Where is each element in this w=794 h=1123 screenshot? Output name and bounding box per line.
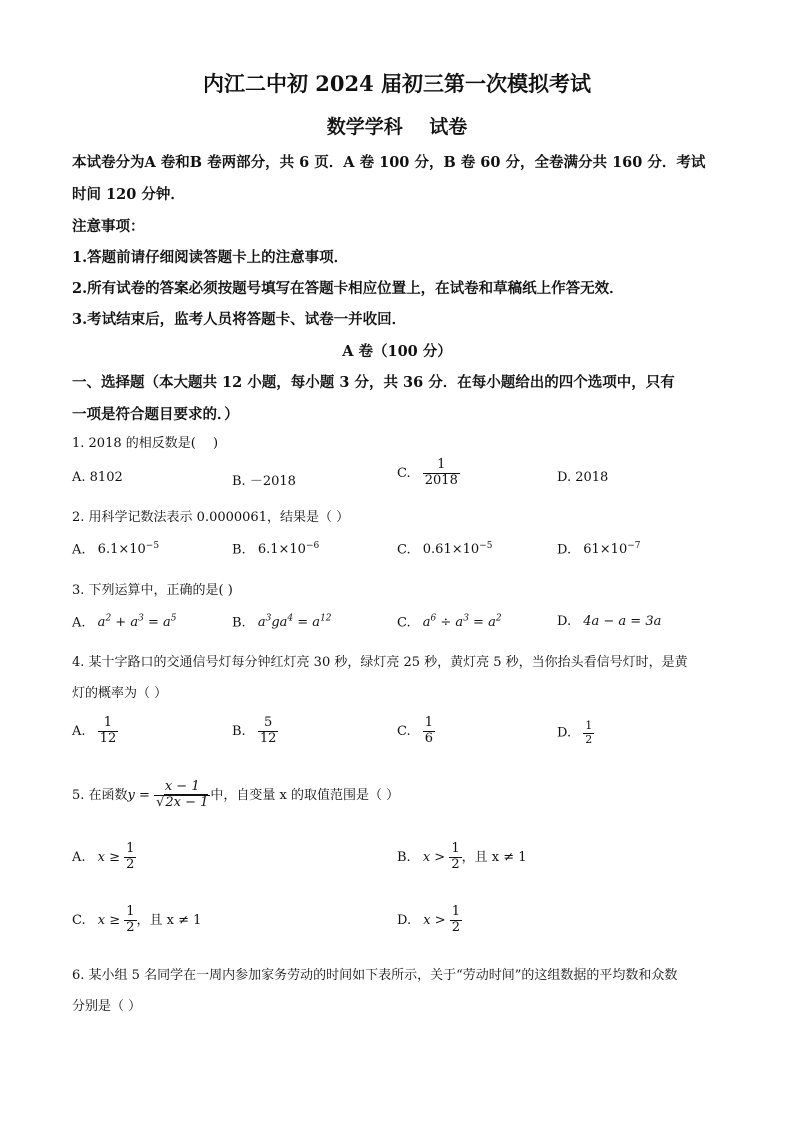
function-fraction: [154, 780, 210, 811]
denominator: 12: [99, 730, 117, 746]
stem-suffix: 中，自变量 x 的取值范围是（ ）: [210, 787, 400, 803]
option-label: B.: [232, 723, 246, 739]
option-label: D.: [397, 912, 412, 928]
option-label: C.: [397, 542, 411, 558]
question-4-option-a: [72, 716, 118, 747]
denominator: 2: [126, 919, 135, 935]
numerator: 1: [424, 715, 434, 730]
option-label: D.: [557, 614, 572, 629]
relation: x >: [422, 849, 446, 865]
function-name: y =: [127, 787, 150, 803]
fraction: [124, 905, 136, 936]
stem-prefix: 5. 在函数: [72, 787, 128, 803]
option-label: D.: [557, 542, 572, 558]
option-label: B.: [232, 615, 246, 631]
base: 6.1×10: [257, 542, 306, 558]
fraction: [124, 842, 136, 873]
relation: x >: [423, 912, 446, 928]
question-3-option-b: [232, 614, 332, 630]
question-1-option-b: B. －2018: [232, 474, 296, 489]
question-1-option-a: A. 8102: [72, 470, 123, 485]
base: 0.61×10: [422, 542, 480, 558]
relation: x ≥: [97, 849, 121, 865]
numerator: 1: [585, 719, 593, 732]
exam-subtitle: 数学学科 试卷: [326, 116, 468, 138]
question-1-stem: 1. 2018 的相反数是( ): [72, 436, 219, 451]
option-label: A.: [72, 615, 86, 631]
math-expression: 4a − a = 3a: [583, 614, 662, 629]
option-label: C.: [397, 615, 411, 631]
fraction: [98, 716, 119, 747]
option-label: B.: [232, 542, 246, 558]
base: 61×10: [583, 542, 628, 558]
numerator: 1: [451, 904, 461, 919]
radicand: 2x − 1: [165, 794, 209, 810]
question-2-option-d: [557, 541, 641, 557]
question-3-stem: 3. 下列运算中，正确的是( ): [72, 583, 233, 598]
denominator: 2: [451, 856, 460, 872]
question-6-stem-line-1: 6. 某小组 5 名同学在一周内参加家务劳动的时间如下表所示，关于“劳动时间”的这组数据的平均数和众数: [72, 968, 678, 983]
question-4-option-c: [397, 716, 435, 747]
fraction: [258, 716, 279, 747]
question-4-stem-line-2: 灯的概率为（ ）: [72, 686, 168, 701]
question-2-option-a: [72, 541, 159, 557]
option-label: A.: [72, 723, 86, 739]
option-label: A.: [72, 849, 86, 865]
exponent: −5: [479, 541, 493, 551]
option-label: C.: [397, 465, 411, 481]
numerator: 1: [126, 904, 135, 919]
notes-heading: 注意事项：: [72, 218, 145, 235]
question-2-option-b: [232, 541, 319, 557]
fraction: [423, 716, 435, 747]
option-label: B.: [397, 849, 411, 865]
numerator: 1: [451, 841, 460, 856]
fraction: [423, 458, 460, 489]
exponent: −5: [145, 541, 160, 551]
question-6-stem-line-2: 分别是（ ）: [72, 999, 142, 1014]
question-4-stem-line-1: 4. 某十字路口的交通信号灯每分钟红灯亮 30 秒，绿灯亮 25 秒，黄灯亮 5 秒，当你抬头看信号灯时，是黄: [72, 655, 688, 670]
exam-title: 内江二中初 2024 届初三第一次模拟考试: [202, 71, 592, 96]
denominator: 2018: [424, 472, 458, 488]
section-heading-line-1: 一、选择题（本大题共 12 小题，每小题 3 分，共 36 分．在每小题给出的四个选项中，只有: [72, 374, 675, 391]
denominator: 2: [451, 919, 461, 935]
option-label: C.: [397, 723, 411, 739]
question-5-option-b: [397, 842, 527, 873]
denominator: 2: [585, 732, 593, 746]
question-5-option-d: [397, 905, 462, 936]
section-heading-line-2: 一项是符合题目要求的．）: [72, 406, 239, 423]
condition: ，且 x ≠ 1: [461, 849, 527, 865]
intro-line-2: 时间 120 分钟．: [72, 186, 185, 203]
base: 6.1×10: [97, 542, 146, 558]
question-5-option-a: [72, 842, 136, 873]
note-item-1: 1.答题前请仔细阅读答题卡上的注意事项．: [72, 249, 349, 266]
condition: ，且 x ≠ 1: [136, 912, 202, 928]
denominator: 6: [424, 730, 434, 746]
question-3-option-d: [557, 614, 661, 629]
numerator: 1: [98, 716, 119, 732]
question-1-option-c: [397, 458, 460, 489]
section-title: A 卷（100 分）: [342, 343, 452, 360]
question-2-stem: 2. 用科学记数法表示 0.0000061，结果是（ ）: [72, 510, 350, 525]
note-item-3: 3.考试结束后，监考人员将答题卡、试卷一并收回．: [72, 311, 407, 328]
question-3-option-a: [72, 614, 176, 630]
question-1-option-d: D. 2018: [557, 470, 609, 485]
question-4-option-b: [232, 716, 278, 747]
question-4-option-d: [557, 720, 594, 746]
question-5-option-c: [72, 905, 201, 936]
denominator: 2: [126, 856, 135, 872]
option-label: C.: [72, 912, 86, 928]
numerator: 5: [258, 716, 279, 732]
relation: x ≥: [97, 912, 121, 928]
question-3-option-c: [397, 614, 502, 630]
option-label: D.: [557, 725, 572, 741]
math-expression: $a^6 \div a^3 = a^2$: [422, 614, 502, 631]
sqrt-symbol: √: [156, 794, 165, 810]
math-expression: $a^2 + a^3 = a^5$: [97, 614, 177, 631]
math-expression: $a^3ga^4 = a^{12}$: [257, 614, 332, 631]
question-5-stem: [72, 780, 399, 811]
numerator: 1: [126, 841, 135, 856]
denominator: [154, 796, 210, 811]
question-2-option-c: [397, 541, 492, 557]
exponent: −6: [305, 541, 320, 551]
note-item-2: 2.所有试卷的答案必须按题号填写在答题卡相应位置上，在试卷和草稿纸上作答无效．: [72, 280, 624, 297]
fraction: [583, 720, 594, 746]
fraction: [450, 905, 462, 936]
exponent: −7: [627, 541, 641, 551]
numerator: x − 1: [154, 780, 210, 796]
option-label: A.: [72, 542, 86, 558]
numerator: 1: [423, 458, 460, 474]
intro-line-1: 本试卷分为A 卷和B 卷两部分，共 6 页．A 卷 100 分，B 卷 60 分，全卷满分共 160 分．考试: [72, 154, 706, 171]
fraction: [449, 842, 461, 873]
denominator: 12: [259, 730, 277, 746]
